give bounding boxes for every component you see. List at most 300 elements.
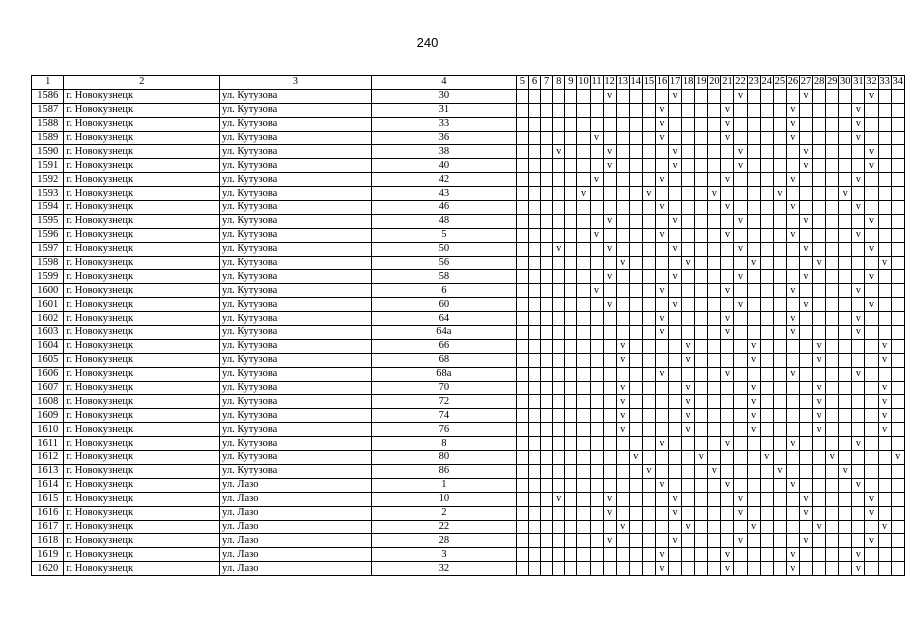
mark-cell-col-15 xyxy=(642,298,655,312)
mark-cell-col-22 xyxy=(734,353,747,367)
city-cell: г. Новокузнецк xyxy=(64,159,220,173)
mark-cell-col-34 xyxy=(891,173,904,187)
mark-cell-col-14 xyxy=(629,423,642,437)
mark-cell-col-11 xyxy=(590,145,603,159)
street-cell: ул. Кутузова xyxy=(220,187,372,201)
mark-cell-col-22 xyxy=(734,395,747,409)
mark-cell-col-16 xyxy=(655,492,668,506)
mark-cell-col-27: v xyxy=(799,506,812,520)
mark-cell-col-20 xyxy=(708,159,721,173)
mark-cell-col-26 xyxy=(786,506,799,520)
column-header-31: 31 xyxy=(853,76,864,88)
mark-cell-col-20 xyxy=(708,145,721,159)
mark-cell-col-21 xyxy=(721,464,734,478)
mark-cell-col-34 xyxy=(891,131,904,145)
mark-cell-col-32 xyxy=(865,562,878,576)
table-row xyxy=(32,214,905,228)
mark-cell-col-13: v xyxy=(616,353,629,367)
mark-cell-col-6 xyxy=(528,145,540,159)
mark-cell-col-28 xyxy=(813,451,826,465)
row-number: 1609 xyxy=(32,409,64,423)
mark-cell-col-25 xyxy=(773,89,786,103)
mark-cell-col-26 xyxy=(786,395,799,409)
mark-cell-col-18 xyxy=(682,173,695,187)
mark-cell-col-30 xyxy=(839,131,852,145)
mark-cell-col-8 xyxy=(553,562,565,576)
mark-cell-col-22 xyxy=(734,548,747,562)
mark-cell-col-20 xyxy=(708,451,721,465)
mark-cell-col-13: v xyxy=(616,409,629,423)
mark-cell-col-33 xyxy=(878,89,891,103)
mark-cell-col-8 xyxy=(553,381,565,395)
mark-cell-col-27 xyxy=(799,117,812,131)
mark-cell-col-17: v xyxy=(669,506,682,520)
mark-cell-col-21 xyxy=(721,520,734,534)
mark-cell-col-19 xyxy=(695,159,708,173)
mark-cell-col-15 xyxy=(642,367,655,381)
mark-cell-col-9 xyxy=(565,187,577,201)
mark-cell-col-24 xyxy=(760,159,773,173)
mark-cell-col-28 xyxy=(813,506,826,520)
mark-cell-col-32 xyxy=(865,548,878,562)
row-number: 1594 xyxy=(32,201,64,215)
mark-cell-col-30 xyxy=(839,409,852,423)
mark-cell-col-6 xyxy=(528,242,540,256)
mark-cell-col-12 xyxy=(603,464,616,478)
mark-cell-col-18 xyxy=(682,451,695,465)
mark-cell-col-14 xyxy=(629,145,642,159)
city-cell: г. Новокузнецк xyxy=(64,520,220,534)
table-row xyxy=(32,381,905,395)
table-row xyxy=(32,492,905,506)
mark-cell-col-27 xyxy=(799,478,812,492)
mark-cell-col-22 xyxy=(734,437,747,451)
mark-cell-col-28 xyxy=(813,228,826,242)
column-header-14: 14 xyxy=(630,76,642,88)
mark-cell-col-13 xyxy=(616,201,629,215)
house-number-cell: 38 xyxy=(371,145,516,159)
column-header-9: 9 xyxy=(565,76,577,90)
mark-cell-col-23 xyxy=(747,270,760,284)
mark-cell-col-26: v xyxy=(786,284,799,298)
mark-cell-col-12: v xyxy=(603,270,616,284)
mark-cell-col-26 xyxy=(786,409,799,423)
mark-cell-col-8 xyxy=(553,159,565,173)
mark-cell-col-19 xyxy=(695,353,708,367)
mark-cell-col-28: v xyxy=(813,395,826,409)
mark-cell-col-9 xyxy=(565,381,577,395)
mark-cell-col-34 xyxy=(891,395,904,409)
table-row xyxy=(32,173,905,187)
mark-cell-col-30 xyxy=(839,451,852,465)
mark-cell-col-15 xyxy=(642,395,655,409)
mark-cell-col-26: v xyxy=(786,228,799,242)
table-row xyxy=(32,89,905,103)
mark-cell-col-23 xyxy=(747,298,760,312)
mark-cell-col-13 xyxy=(616,478,629,492)
mark-cell-col-8 xyxy=(553,451,565,465)
mark-cell-col-14 xyxy=(629,395,642,409)
mark-cell-col-10 xyxy=(577,103,590,117)
city-cell: г. Новокузнецк xyxy=(64,298,220,312)
column-header-18: 18 xyxy=(682,76,694,88)
mark-cell-col-12 xyxy=(603,339,616,353)
house-number-cell: 58 xyxy=(371,270,516,284)
column-header-21: 21 xyxy=(722,76,733,88)
mark-cell-col-12 xyxy=(603,173,616,187)
mark-cell-col-29 xyxy=(826,353,839,367)
mark-cell-col-21 xyxy=(721,409,734,423)
mark-cell-col-17: v xyxy=(669,492,682,506)
mark-cell-col-32: v xyxy=(865,159,878,173)
street-cell: ул. Кутузова xyxy=(220,256,372,270)
row-number: 1606 xyxy=(32,367,64,381)
mark-cell-col-17 xyxy=(669,103,682,117)
house-number-cell: 36 xyxy=(371,131,516,145)
street-cell: ул. Кутузова xyxy=(220,89,372,103)
row-number: 1608 xyxy=(32,395,64,409)
mark-cell-col-5 xyxy=(516,339,528,353)
mark-cell-col-18 xyxy=(682,159,695,173)
mark-cell-col-20 xyxy=(708,242,721,256)
mark-cell-col-15 xyxy=(642,103,655,117)
mark-cell-col-16 xyxy=(655,451,668,465)
mark-cell-col-18 xyxy=(682,214,695,228)
mark-cell-col-18 xyxy=(682,367,695,381)
mark-cell-col-10 xyxy=(577,312,590,326)
mark-cell-col-21 xyxy=(721,270,734,284)
mark-cell-col-6 xyxy=(528,451,540,465)
mark-cell-col-29 xyxy=(826,562,839,576)
mark-cell-col-15: v xyxy=(642,187,655,201)
mark-cell-col-10 xyxy=(577,437,590,451)
column-header-23: 23 xyxy=(748,76,759,88)
mark-cell-col-7 xyxy=(541,353,553,367)
mark-cell-col-17 xyxy=(669,478,682,492)
mark-cell-col-17: v xyxy=(669,89,682,103)
mark-cell-col-30 xyxy=(839,367,852,381)
mark-cell-col-24 xyxy=(760,381,773,395)
mark-cell-col-11 xyxy=(590,298,603,312)
column-header-22: 22 xyxy=(735,76,746,88)
mark-cell-col-23 xyxy=(747,312,760,326)
mark-cell-col-28 xyxy=(813,131,826,145)
mark-cell-col-29 xyxy=(826,464,839,478)
mark-cell-col-6 xyxy=(528,89,540,103)
mark-cell-col-34 xyxy=(891,367,904,381)
mark-cell-col-33 xyxy=(878,201,891,215)
mark-cell-col-20 xyxy=(708,548,721,562)
mark-cell-col-32 xyxy=(865,187,878,201)
mark-cell-col-29 xyxy=(826,159,839,173)
mark-cell-col-8 xyxy=(553,506,565,520)
mark-cell-col-34 xyxy=(891,381,904,395)
mark-cell-col-15 xyxy=(642,451,655,465)
mark-cell-col-6 xyxy=(528,298,540,312)
mark-cell-col-25 xyxy=(773,506,786,520)
mark-cell-col-33 xyxy=(878,478,891,492)
street-cell: ул. Кутузова xyxy=(220,131,372,145)
mark-cell-col-8 xyxy=(553,339,565,353)
mark-cell-col-11 xyxy=(590,201,603,215)
mark-cell-col-34 xyxy=(891,506,904,520)
street-cell: ул. Кутузова xyxy=(220,103,372,117)
mark-cell-col-26 xyxy=(786,270,799,284)
mark-cell-col-28 xyxy=(813,548,826,562)
column-header-11: 11 xyxy=(591,76,602,88)
mark-cell-col-19 xyxy=(695,201,708,215)
mark-cell-col-30 xyxy=(839,506,852,520)
mark-cell-col-14 xyxy=(629,228,642,242)
mark-cell-col-30 xyxy=(839,562,852,576)
mark-cell-col-11 xyxy=(590,395,603,409)
mark-cell-col-24 xyxy=(760,339,773,353)
mark-cell-col-25 xyxy=(773,103,786,117)
mark-cell-col-22 xyxy=(734,339,747,353)
mark-cell-col-11 xyxy=(590,353,603,367)
mark-cell-col-10 xyxy=(577,242,590,256)
mark-cell-col-7 xyxy=(541,214,553,228)
mark-cell-col-10 xyxy=(577,367,590,381)
street-cell: ул. Кутузова xyxy=(220,214,372,228)
mark-cell-col-25 xyxy=(773,409,786,423)
mark-cell-col-10 xyxy=(577,562,590,576)
mark-cell-col-19 xyxy=(695,173,708,187)
mark-cell-col-21: v xyxy=(721,548,734,562)
mark-cell-col-25: v xyxy=(773,187,786,201)
mark-cell-col-23 xyxy=(747,159,760,173)
mark-cell-col-10 xyxy=(577,464,590,478)
mark-cell-col-9 xyxy=(565,284,577,298)
house-number-cell: 48 xyxy=(371,214,516,228)
mark-cell-col-20 xyxy=(708,284,721,298)
mark-cell-col-18 xyxy=(682,506,695,520)
mark-cell-col-23: v xyxy=(747,381,760,395)
mark-cell-col-14 xyxy=(629,478,642,492)
mark-cell-col-13 xyxy=(616,145,629,159)
mark-cell-col-25 xyxy=(773,423,786,437)
mark-cell-col-17 xyxy=(669,228,682,242)
mark-cell-col-34 xyxy=(891,478,904,492)
mark-cell-col-25 xyxy=(773,228,786,242)
mark-cell-col-20 xyxy=(708,437,721,451)
mark-cell-col-33 xyxy=(878,103,891,117)
mark-cell-col-5 xyxy=(516,131,528,145)
mark-cell-col-8 xyxy=(553,478,565,492)
city-cell: г. Новокузнецк xyxy=(64,367,220,381)
mark-cell-col-10 xyxy=(577,423,590,437)
mark-cell-col-19 xyxy=(695,520,708,534)
mark-cell-col-16 xyxy=(655,506,668,520)
table-header xyxy=(32,76,905,90)
page-number: 240 xyxy=(416,35,439,50)
mark-cell-col-34 xyxy=(891,326,904,340)
mark-cell-col-16: v xyxy=(655,103,668,117)
mark-cell-col-13 xyxy=(616,506,629,520)
mark-cell-col-5 xyxy=(516,89,528,103)
mark-cell-col-10 xyxy=(577,478,590,492)
street-cell: ул. Кутузова xyxy=(220,145,372,159)
mark-cell-col-8: v xyxy=(553,242,565,256)
mark-cell-col-17 xyxy=(669,256,682,270)
mark-cell-col-22: v xyxy=(734,492,747,506)
mark-cell-col-8 xyxy=(553,284,565,298)
mark-cell-col-23 xyxy=(747,201,760,215)
mark-cell-col-7 xyxy=(541,312,553,326)
city-cell: г. Новокузнецк xyxy=(64,131,220,145)
street-cell: ул. Кутузова xyxy=(220,117,372,131)
mark-cell-col-26 xyxy=(786,256,799,270)
mark-cell-col-21 xyxy=(721,214,734,228)
house-number-cell: 2 xyxy=(371,506,516,520)
mark-cell-col-32 xyxy=(865,395,878,409)
mark-cell-col-16 xyxy=(655,159,668,173)
mark-cell-col-17 xyxy=(669,464,682,478)
mark-cell-col-31 xyxy=(852,492,865,506)
house-number-cell: 1 xyxy=(371,478,516,492)
mark-cell-col-28: v xyxy=(813,339,826,353)
mark-cell-col-28: v xyxy=(813,423,826,437)
mark-cell-col-33 xyxy=(878,312,891,326)
mark-cell-col-33 xyxy=(878,131,891,145)
mark-cell-col-7 xyxy=(541,89,553,103)
mark-cell-col-6 xyxy=(528,381,540,395)
mark-cell-col-33 xyxy=(878,326,891,340)
mark-cell-col-14 xyxy=(629,437,642,451)
mark-cell-col-23: v xyxy=(747,423,760,437)
mark-cell-col-16 xyxy=(655,89,668,103)
mark-cell-col-9 xyxy=(565,117,577,131)
mark-cell-col-12 xyxy=(603,228,616,242)
street-cell: ул. Кутузова xyxy=(220,339,372,353)
mark-cell-col-12 xyxy=(603,256,616,270)
table-row xyxy=(32,562,905,576)
mark-cell-col-32 xyxy=(865,409,878,423)
mark-cell-col-8 xyxy=(553,423,565,437)
mark-cell-col-29 xyxy=(826,145,839,159)
mark-cell-col-26 xyxy=(786,464,799,478)
mark-cell-col-9 xyxy=(565,353,577,367)
mark-cell-col-19 xyxy=(695,326,708,340)
mark-cell-col-25 xyxy=(773,492,786,506)
mark-cell-col-19 xyxy=(695,228,708,242)
mark-cell-col-31 xyxy=(852,159,865,173)
mark-cell-col-9 xyxy=(565,339,577,353)
mark-cell-col-27 xyxy=(799,326,812,340)
mark-cell-col-24: v xyxy=(760,451,773,465)
mark-cell-col-13 xyxy=(616,326,629,340)
mark-cell-col-5 xyxy=(516,214,528,228)
mark-cell-col-18 xyxy=(682,89,695,103)
table-row xyxy=(32,506,905,520)
mark-cell-col-21: v xyxy=(721,103,734,117)
mark-cell-col-26: v xyxy=(786,201,799,215)
mark-cell-col-13 xyxy=(616,270,629,284)
mark-cell-col-30 xyxy=(839,173,852,187)
mark-cell-col-21 xyxy=(721,187,734,201)
mark-cell-col-30 xyxy=(839,298,852,312)
mark-cell-col-17 xyxy=(669,395,682,409)
mark-cell-col-9 xyxy=(565,409,577,423)
mark-cell-col-10 xyxy=(577,159,590,173)
mark-cell-col-6 xyxy=(528,367,540,381)
mark-cell-col-20 xyxy=(708,562,721,576)
mark-cell-col-12: v xyxy=(603,89,616,103)
mark-cell-col-17: v xyxy=(669,298,682,312)
mark-cell-col-6 xyxy=(528,353,540,367)
mark-cell-col-25 xyxy=(773,312,786,326)
house-number-cell: 72 xyxy=(371,395,516,409)
street-cell: ул. Кутузова xyxy=(220,381,372,395)
mark-cell-col-7 xyxy=(541,423,553,437)
mark-cell-col-20 xyxy=(708,534,721,548)
mark-cell-col-29 xyxy=(826,423,839,437)
mark-cell-col-19 xyxy=(695,478,708,492)
mark-cell-col-33: v xyxy=(878,409,891,423)
mark-cell-col-20 xyxy=(708,381,721,395)
mark-cell-col-29 xyxy=(826,520,839,534)
row-number: 1612 xyxy=(32,451,64,465)
mark-cell-col-31: v xyxy=(852,201,865,215)
mark-cell-col-31 xyxy=(852,256,865,270)
mark-cell-col-28 xyxy=(813,117,826,131)
mark-cell-col-27: v xyxy=(799,534,812,548)
mark-cell-col-23 xyxy=(747,284,760,298)
house-number-cell: 32 xyxy=(371,562,516,576)
mark-cell-col-27 xyxy=(799,381,812,395)
mark-cell-col-28 xyxy=(813,145,826,159)
house-number-cell: 64а xyxy=(371,326,516,340)
mark-cell-col-12 xyxy=(603,451,616,465)
mark-cell-col-8: v xyxy=(553,145,565,159)
mark-cell-col-33: v xyxy=(878,256,891,270)
mark-cell-col-28: v xyxy=(813,520,826,534)
street-cell: ул. Кутузова xyxy=(220,409,372,423)
mark-cell-col-8 xyxy=(553,437,565,451)
mark-cell-col-8 xyxy=(553,312,565,326)
mark-cell-col-30 xyxy=(839,214,852,228)
mark-cell-col-12 xyxy=(603,201,616,215)
city-cell: г. Новокузнецк xyxy=(64,326,220,340)
mark-cell-col-33: v xyxy=(878,395,891,409)
mark-cell-col-29 xyxy=(826,395,839,409)
mark-cell-col-33 xyxy=(878,228,891,242)
mark-cell-col-32 xyxy=(865,339,878,353)
mark-cell-col-15 xyxy=(642,312,655,326)
mark-cell-col-17 xyxy=(669,437,682,451)
mark-cell-col-16: v xyxy=(655,562,668,576)
city-cell: г. Новокузнецк xyxy=(64,89,220,103)
mark-cell-col-8 xyxy=(553,228,565,242)
mark-cell-col-5 xyxy=(516,103,528,117)
mark-cell-col-13: v xyxy=(616,339,629,353)
table-row xyxy=(32,326,905,340)
mark-cell-col-32 xyxy=(865,228,878,242)
street-cell: ул. Кутузова xyxy=(220,173,372,187)
column-header-32: 32 xyxy=(866,76,877,88)
mark-cell-col-18: v xyxy=(682,423,695,437)
mark-cell-col-8 xyxy=(553,409,565,423)
mark-cell-col-12: v xyxy=(603,159,616,173)
mark-cell-col-21 xyxy=(721,339,734,353)
mark-cell-col-29 xyxy=(826,228,839,242)
mark-cell-col-9 xyxy=(565,131,577,145)
mark-cell-col-32 xyxy=(865,201,878,215)
row-number: 1613 xyxy=(32,464,64,478)
mark-cell-col-11 xyxy=(590,506,603,520)
mark-cell-col-11 xyxy=(590,381,603,395)
mark-cell-col-24 xyxy=(760,214,773,228)
